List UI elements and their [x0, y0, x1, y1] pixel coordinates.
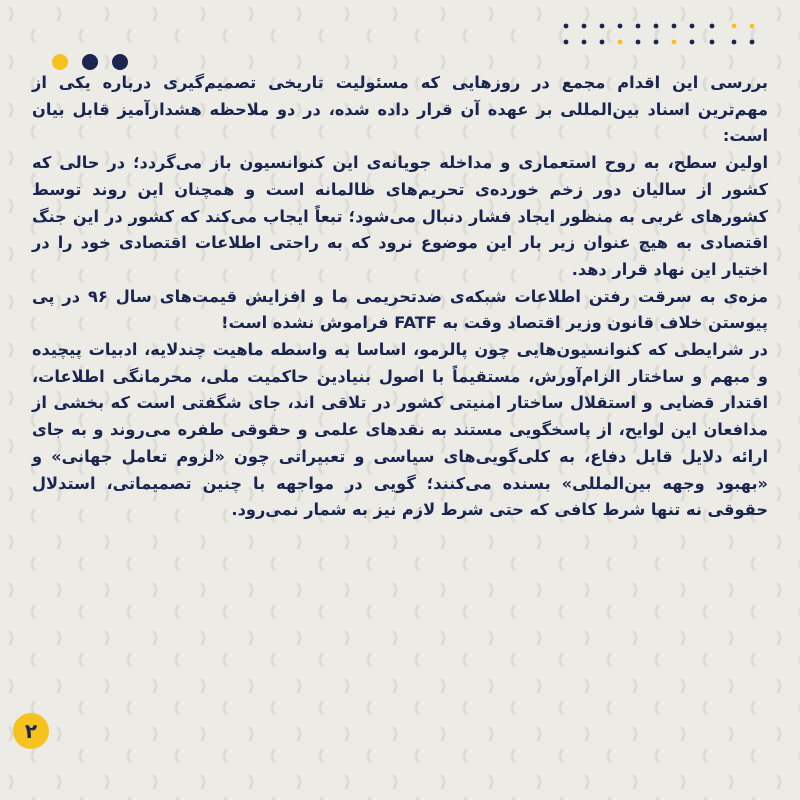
three-dot-decoration — [50, 52, 140, 72]
paragraph-first-level: اولین سطح، به روح استعماری و مداخله جویانه‌ی این کنوانسیون باز می‌گردد؛ در حالی که کشور از سالیان دور زخم خورده‌ی تحریم‌های ظالمانه است و همچنان این روند توسط کشورهای غربی به منظور ایجاد فشار دنبال می‌شود؛ تبعاً ایجاب می‌کند که کشور در این جنگ اقتصادی به هیچ عنوان زیر بار این موضوع نرود که به راحتی اطلاعات اقتصادی خود را در اختیار این نهاد قرار دهد. — [32, 153, 768, 279]
dot-grid-decoration — [562, 22, 762, 46]
paragraph-intro: بررسی این اقدام مجمع در روزهایی که مسئولیت تاریخی تصمیم‌گیری درباره یکی از مهم‌ترین اسناد بین‌المللی بر عهده آن قرار داده شده، در دو ملاحظه هشدارآمیز قابل بیان است: — [32, 73, 768, 146]
article-body — [32, 70, 768, 524]
paragraph-fatf: مزه‌ی به سرقت رفتن اطلاعات شبکه‌ی ضدتحریمی ما و افزایش قیمت‌های سال ۹۶ در پی پیوستن خلاف قانون وزیر اقتصاد وقت به FATF فراموش نشده است! — [32, 286, 768, 333]
page-number-badge: ۲ — [13, 713, 49, 749]
paragraph-palermo: در شرایطی که کنوانسیون‌هایی چون پالرمو، اساسا به واسطه ماهیت چندلایه، ادبیات پیچیده و مبهم و ساختار الزام‌آورش، مستقیماً با اصول بنیادین حاکمیت ملی، محرمانگی اطلاعات، اقتدار قضایی و استقلال ساختار امنیتی کشور در تلاقی اند، جای شگفتی است که بخشی از مدافعان این لوایح، از پاسخگویی مستند به نقدهای علمی و حقوقی طفره می‌روند و به جای ارائه دلایل قابل دفاع، به کلی‌گویی‌های سیاسی و تعبیراتی چون «لزوم تعامل جهانی» و «بهبود وجهه بین‌المللی» بسنده می‌کنند؛ گویی در مواجهه با چنین تصمیماتی، استدلال حقوقی نه تنها شرط کافی که حتی شرط لازم نیز به شمار نمی‌رود. — [32, 340, 768, 520]
